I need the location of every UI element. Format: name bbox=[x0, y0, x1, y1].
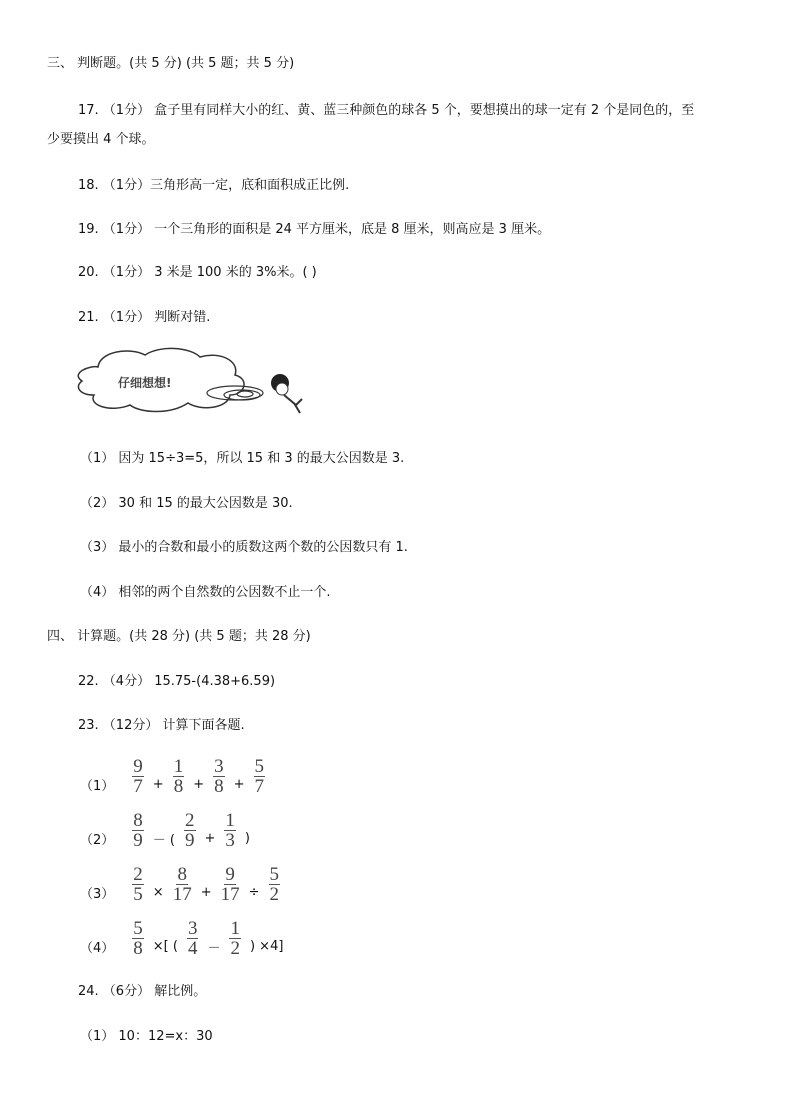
question-20: 20. （1分） 3 米是 100 米的 3%米。( ) bbox=[78, 265, 317, 280]
fraction bbox=[187, 920, 199, 957]
expression-label: （3） bbox=[80, 887, 115, 902]
fraction-numerator: 1 bbox=[173, 756, 184, 777]
fraction-numerator: 3 bbox=[214, 756, 224, 777]
question-24-item-1: （1） 10：12=x：30 bbox=[80, 1029, 213, 1044]
cloud-boy-icon bbox=[70, 343, 320, 421]
fraction-numerator: 1 bbox=[230, 918, 240, 939]
fraction-numerator: 8 bbox=[177, 864, 187, 885]
fraction-numerator: 8 bbox=[133, 810, 143, 831]
question-21: 21. （1分） 判断对错. bbox=[78, 310, 211, 325]
fraction-denominator: 9 bbox=[133, 830, 143, 851]
operator: + bbox=[152, 777, 164, 792]
fraction-denominator: 2 bbox=[230, 938, 240, 959]
fraction-denominator: 5 bbox=[133, 884, 143, 905]
fraction bbox=[229, 920, 241, 957]
operator: ) bbox=[244, 831, 250, 846]
fraction-denominator: 2 bbox=[269, 884, 279, 905]
section-3-title: 三、 判断题。(共 5 分) (共 5 题；共 5 分) bbox=[47, 56, 295, 71]
operator: × bbox=[152, 885, 164, 900]
fraction bbox=[132, 920, 144, 957]
fraction-denominator: 7 bbox=[254, 776, 264, 797]
fraction bbox=[184, 812, 196, 849]
fraction bbox=[213, 758, 225, 795]
fraction-denominator: 17 bbox=[172, 884, 192, 905]
operator: ) ×4] bbox=[249, 939, 284, 954]
fraction-denominator: 8 bbox=[133, 938, 143, 959]
expression-label: （2） bbox=[80, 833, 115, 848]
fraction-denominator: 9 bbox=[185, 830, 195, 851]
fraction-denominator: 8 bbox=[214, 776, 224, 797]
question-18: 18. （1分）三角形高一定，底和面积成正比例. bbox=[78, 178, 350, 193]
operator: ×[ ( bbox=[152, 939, 178, 954]
fraction-numerator: 5 bbox=[133, 918, 143, 939]
question-21-item-4: （4） 相邻的两个自然数的公因数不止一个. bbox=[80, 585, 331, 600]
question-17-line1: 17. （1分） 盒子里有同样大小的红、黄、蓝三种颜色的球各 5 个，要想摸出的球一定有 2 个是同色的，至 bbox=[78, 103, 695, 118]
fraction bbox=[132, 812, 144, 849]
operator: + bbox=[200, 885, 212, 900]
fraction bbox=[269, 866, 281, 903]
question-19: 19. （1分） 一个三角形的面积是 24 平方厘米，底是 8 厘米，则高应是 3 厘米。 bbox=[78, 222, 551, 237]
fraction-numerator: 9 bbox=[225, 864, 235, 885]
question-23: 23. （12分） 计算下面各题. bbox=[78, 718, 245, 733]
fraction-numerator: 5 bbox=[254, 756, 264, 777]
fraction bbox=[173, 758, 185, 795]
operator: + bbox=[233, 777, 245, 792]
question-23-expression bbox=[80, 758, 269, 795]
fraction bbox=[132, 758, 144, 795]
fraction-denominator: 3 bbox=[225, 830, 235, 851]
question-22: 22. （4分） 15.75-(4.38+6.59) bbox=[78, 674, 276, 689]
question-24: 24. （6分） 解比例。 bbox=[78, 984, 207, 999]
question-21-item-2: （2） 30 和 15 的最大公因数是 30. bbox=[80, 496, 293, 511]
fraction bbox=[173, 866, 192, 903]
fraction-numerator: 3 bbox=[187, 918, 198, 939]
question-17-line2: 少要摸出 4 个球。 bbox=[47, 132, 155, 147]
operator: － ( bbox=[152, 833, 175, 848]
fraction-numerator: 2 bbox=[185, 810, 195, 831]
operator: + bbox=[204, 831, 216, 846]
fraction-denominator: 17 bbox=[220, 884, 240, 905]
fraction-numerator: 2 bbox=[133, 864, 143, 885]
fraction bbox=[254, 758, 266, 795]
expression-label: （1） bbox=[80, 779, 115, 794]
question-23-expression bbox=[80, 866, 284, 903]
operator: + bbox=[193, 777, 205, 792]
fraction bbox=[224, 812, 236, 849]
question-23-expression bbox=[80, 920, 288, 957]
question-23-expression bbox=[80, 812, 255, 849]
fraction-denominator: 4 bbox=[187, 938, 198, 959]
expression-label: （4） bbox=[80, 941, 115, 956]
operator: － bbox=[207, 941, 221, 956]
fraction-denominator: 7 bbox=[133, 776, 143, 797]
operator: ÷ bbox=[248, 885, 260, 900]
fraction bbox=[132, 866, 144, 903]
question-21-item-3: （3） 最小的合数和最小的质数这两个数的公因数只有 1. bbox=[80, 540, 408, 555]
fraction-numerator: 9 bbox=[133, 756, 143, 777]
think-cloud-illustration bbox=[70, 343, 320, 421]
fraction bbox=[221, 866, 240, 903]
question-21-item-1: （1） 因为 15÷3=5，所以 15 和 3 的最大公因数是 3. bbox=[80, 451, 405, 466]
section-4-title: 四、 计算题。(共 28 分) (共 5 题；共 28 分) bbox=[47, 629, 311, 644]
fraction-numerator: 1 bbox=[225, 810, 235, 831]
fraction-denominator: 8 bbox=[173, 776, 184, 797]
cloud-caption: 仔细想想! bbox=[118, 376, 172, 390]
fraction-numerator: 5 bbox=[269, 864, 279, 885]
